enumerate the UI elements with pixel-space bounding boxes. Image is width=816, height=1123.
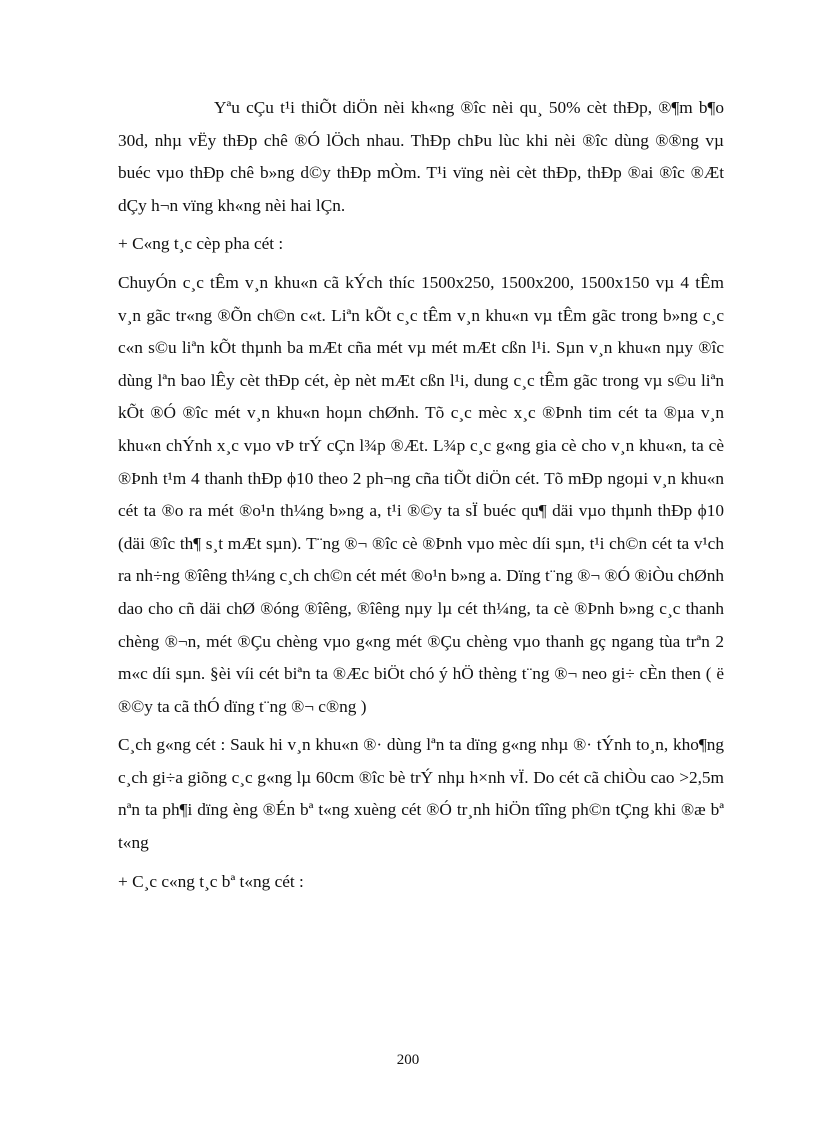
paragraph-splice-requirements: Yªu cÇu t¹i thiÕt diÖn nèi kh«ng ®îc nèi qu¸ 50% cèt thÐp, ®¶m b¶o 30d, nhµ vËy thÐp chê ®Ó lÖch nhau. ThÐp chÞu lùc khi nèi ®îc dùng ®®ng vµ buéc vµo thÐp chê b»ng d©y thÐp mÒm. T¹i vïng nèi cèt thÐp, thÐp ®ai ®îc ®Æt dÇy h¬n vïng kh«ng nèi hai lÇn. [118, 98, 724, 215]
page-body [118, 92, 724, 904]
paragraph-formwork-installation: ChuyÓn c¸c tÊm v¸n khu«n cã kÝch thíc 1500x250, 1500x200, 1500x150 vµ 4 tÊm v¸n gãc tr«ng ®Õn ch©n c«t. Liªn kÕt c¸c tÊm v¸n khu«n vµ tÊm gãc trong b»ng c¸c c«n s©u liªn kÕt thµnh ba mÆt cña mét vµ mét mÆt cßn l¹i. Sµn v¸n khu«n nµy ®îc dùng lªn bao lÊy cèt thÐp cét, èp nèt mÆt cßn l¹i, dung c¸c tÊm gãc trong vµ s©u liªn kÕt ®Ó ®îc mét v¸n khu«n hoµn chØnh. Tõ c¸c mèc x¸c ®Þnh tim cét ta ®µa v¸n khu«n chÝnh x¸c vµo vÞ trÝ cÇn l¾p ®Æt. L¾p c¸c g«ng gia cè cho v¸n khu«n, ta cè ®Þnh t¹m 4 thanh thÐp ϕ10 theo 2 ph¬ng cña tiÕt diÖn cét. Tõ mÐp ngoµi v¸n khu«n cét ta ®o ra mét ®o¹n th¼ng b»ng a, t¹i ®©y ta sÏ buéc qu¶ däi vµo thµnh thÐp ϕ10 (däi ®îc th¶ s¸t mÆt sµn). T¨ng ®¬ ®îc cè ®Þnh vµo mèc díi sµn, t¹i ch©n cét ta v¹ch ra nh÷ng ®îêng th¼ng c¸ch ch©n cét mét ®o¹n b»ng a. Dïng t¨ng ®¬ ®Ó ®iÒu chØnh dao cho cñ däi chØ ®óng ®îêng, ®îêng nµy lµ cét th¼ng, ta cè ®Þnh b»ng c¸c thanh chèng ®¬n, mét ®Çu chèng vµo g«ng mét ®Çu chèng vµo thanh gç ngang tùa trªn 2 m«c díi sµn. §èi víi cét biªn ta ®Æc biÖt chó ý hÖ thèng t¨ng ®¬ neo gi÷ cÈn then ( ë ®©y ta cã thÓ dïng t¨ng ®¬ c®ng ) [118, 272, 724, 716]
page-number: 200 [396, 1052, 420, 1068]
heading-column-concreting: + C¸c c«ng t¸c bª t«ng cét : [118, 871, 304, 891]
paragraph-column-bracing: C¸ch g«ng cét : Sauk hi v¸n khu«n ®· dùng lªn ta dïng g«ng nhµ ®· tÝnh to¸n, kho¶ng c¸ch gi÷a giõng c¸c g«ng lµ 60cm ®îc bè trÝ nhµ h×nh vÏ. Do cét cã chiÒu cao >2,5m nªn ta ph¶i dïng èng ®Én bª t«ng xuèng cét ®Ó tr¸nh hiÖn tîîng ph©n tÇng khi ®æ bª t«ng [118, 735, 724, 853]
heading-column-formwork: + C«ng t¸c cèp pha cét : [118, 234, 284, 254]
